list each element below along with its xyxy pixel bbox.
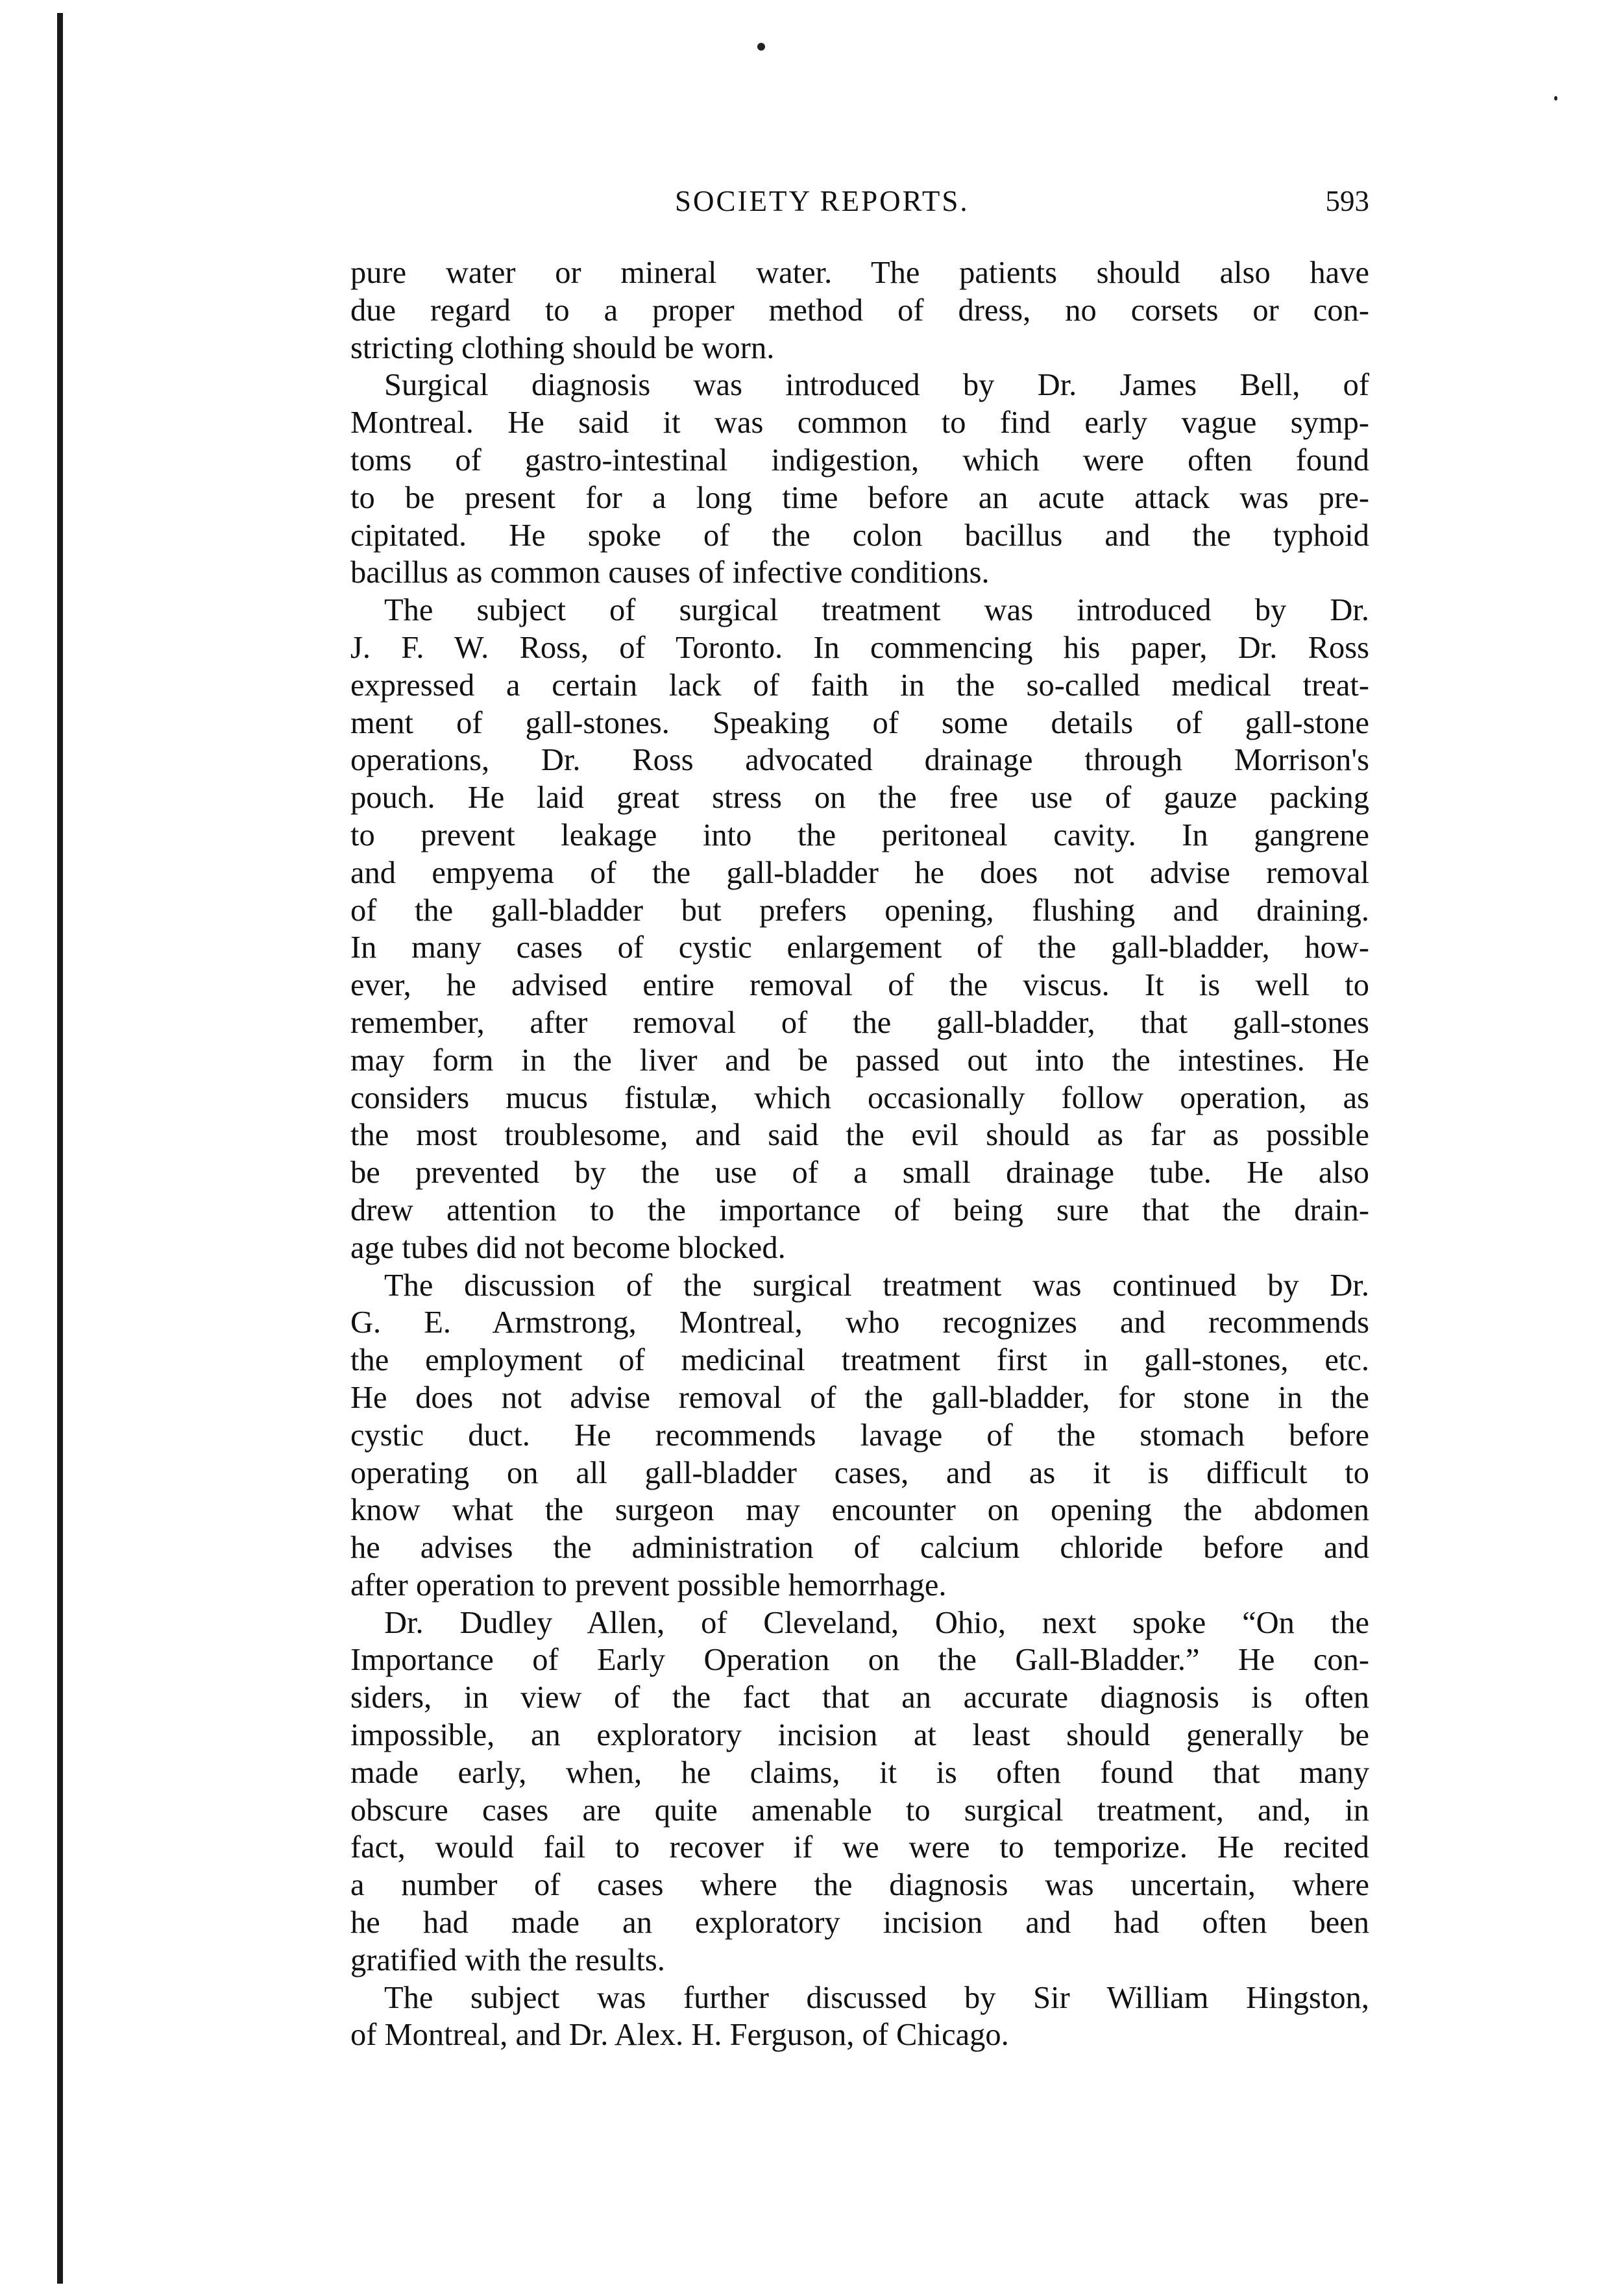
text-line: He does not advise removal of the gall-bladder, for stone in the [350,1380,1369,1415]
text-line: operating on all gall-bladder cases, and as it is difficult to [350,1455,1369,1490]
text-line: ever, he advised entire removal of the viscus. It is well to [350,968,1369,1003]
text-line: he had made an exploratory incision and had often been [350,1905,1369,1940]
text-line: The subject was further discussed by Sir William Hingston, [384,1980,1369,2015]
text-line: In many cases of cystic enlargement of the gall-bladder, how- [350,930,1369,965]
text-line: The subject of surgical treatment was introduced by Dr. [384,593,1369,628]
text-line: the employment of medicinal treatment first in gall-stones, etc. [350,1343,1369,1378]
text-line: know what the surgeon may encounter on opening the abdomen [350,1493,1369,1528]
text-line: considers mucus fistulæ, which occasionally follow operation, as [350,1080,1369,1115]
text-line: Dr. Dudley Allen, of Cleveland, Ohio, next spoke “On the [384,1605,1369,1640]
text-line: the most troublesome, and said the evil should as far as possible [350,1118,1369,1153]
text-line: G. E. Armstrong, Montreal, who recognizes and recommends [350,1305,1369,1340]
text-line: toms of gastro-intestinal indigestion, which were often found [350,442,1369,477]
ink-speck [757,43,765,51]
text-line: after operation to prevent possible hemorrhage. [350,1567,947,1602]
text-line: siders, in view of the fact that an accurate diagnosis is often [350,1680,1369,1715]
text-line: due regard to a proper method of dress, no corsets or con- [350,293,1369,328]
text-line: cipitated. He spoke of the colon bacillus and the typhoid [350,518,1369,553]
text-line: ment of gall-stones. Speaking of some details of gall-stone [350,705,1369,740]
text-line: to prevent leakage into the peritoneal cavity. In gangrene [350,817,1369,852]
text-line: obscure cases are quite amenable to surgical treatment, and, in [350,1793,1369,1828]
text-line: Surgical diagnosis was introduced by Dr. James Bell, of [384,368,1369,403]
text-line: of Montreal, and Dr. Alex. H. Ferguson, of Chicago. [350,2018,1009,2053]
ink-speck [1554,96,1557,101]
text-line: impossible, an exploratory incision at least should generally be [350,1718,1369,1753]
text-line: The discussion of the surgical treatment was continued by Dr. [384,1268,1369,1303]
text-line: drew attention to the importance of being sure that the drain- [350,1192,1369,1227]
text-line: gratified with the results. [350,1942,665,1977]
text-line: pure water or mineral water. The patients should also have [350,256,1369,290]
text-line: made early, when, he claims, it is often found that many [350,1755,1369,1790]
text-line: cystic duct. He recommends lavage of the stomach before [350,1418,1369,1453]
text-line: expressed a certain lack of faith in the so-called medical treat- [350,668,1369,703]
text-line: operations, Dr. Ross advocated drainage through Morrison's [350,743,1369,778]
running-title: SOCIETY REPORTS. [675,185,969,217]
page-number: 593 [1325,185,1369,217]
page-header [350,184,1369,230]
text-line: of the gall-bladder but prefers opening, flushing and draining. [350,893,1369,928]
text-line: Montreal. He said it was common to find early vague symp- [350,405,1369,441]
text-line: and empyema of the gall-bladder he does not advise removal [350,855,1369,890]
binding-edge [57,13,63,2284]
text-line: pouch. He laid great stress on the free use of gauze packing [350,780,1369,816]
text-line: stricting clothing should be worn. [350,330,775,365]
text-line: a number of cases where the diagnosis was uncertain, where [350,1868,1369,1903]
text-line: to be present for a long time before an acute attack was pre- [350,480,1369,515]
text-line: remember, after removal of the gall-bladder, that gall-stones [350,1005,1369,1040]
text-line: J. F. W. Ross, of Toronto. In commencing his paper, Dr. Ross [350,630,1369,665]
body-text [350,254,1369,2054]
text-line: he advises the administration of calcium chloride before and [350,1530,1369,1565]
text-line: age tubes did not become blocked. [350,1230,786,1265]
text-line: may form in the liver and be passed out into the intestines. He [350,1043,1369,1078]
text-line: be prevented by the use of a small drainage tube. He also [350,1155,1369,1190]
text-line: bacillus as common causes of infective conditions. [350,555,990,590]
text-line: fact, would fail to recover if we were to temporize. He recited [350,1830,1369,1865]
text-line: Importance of Early Operation on the Gall-Bladder.” He con- [350,1643,1369,1678]
